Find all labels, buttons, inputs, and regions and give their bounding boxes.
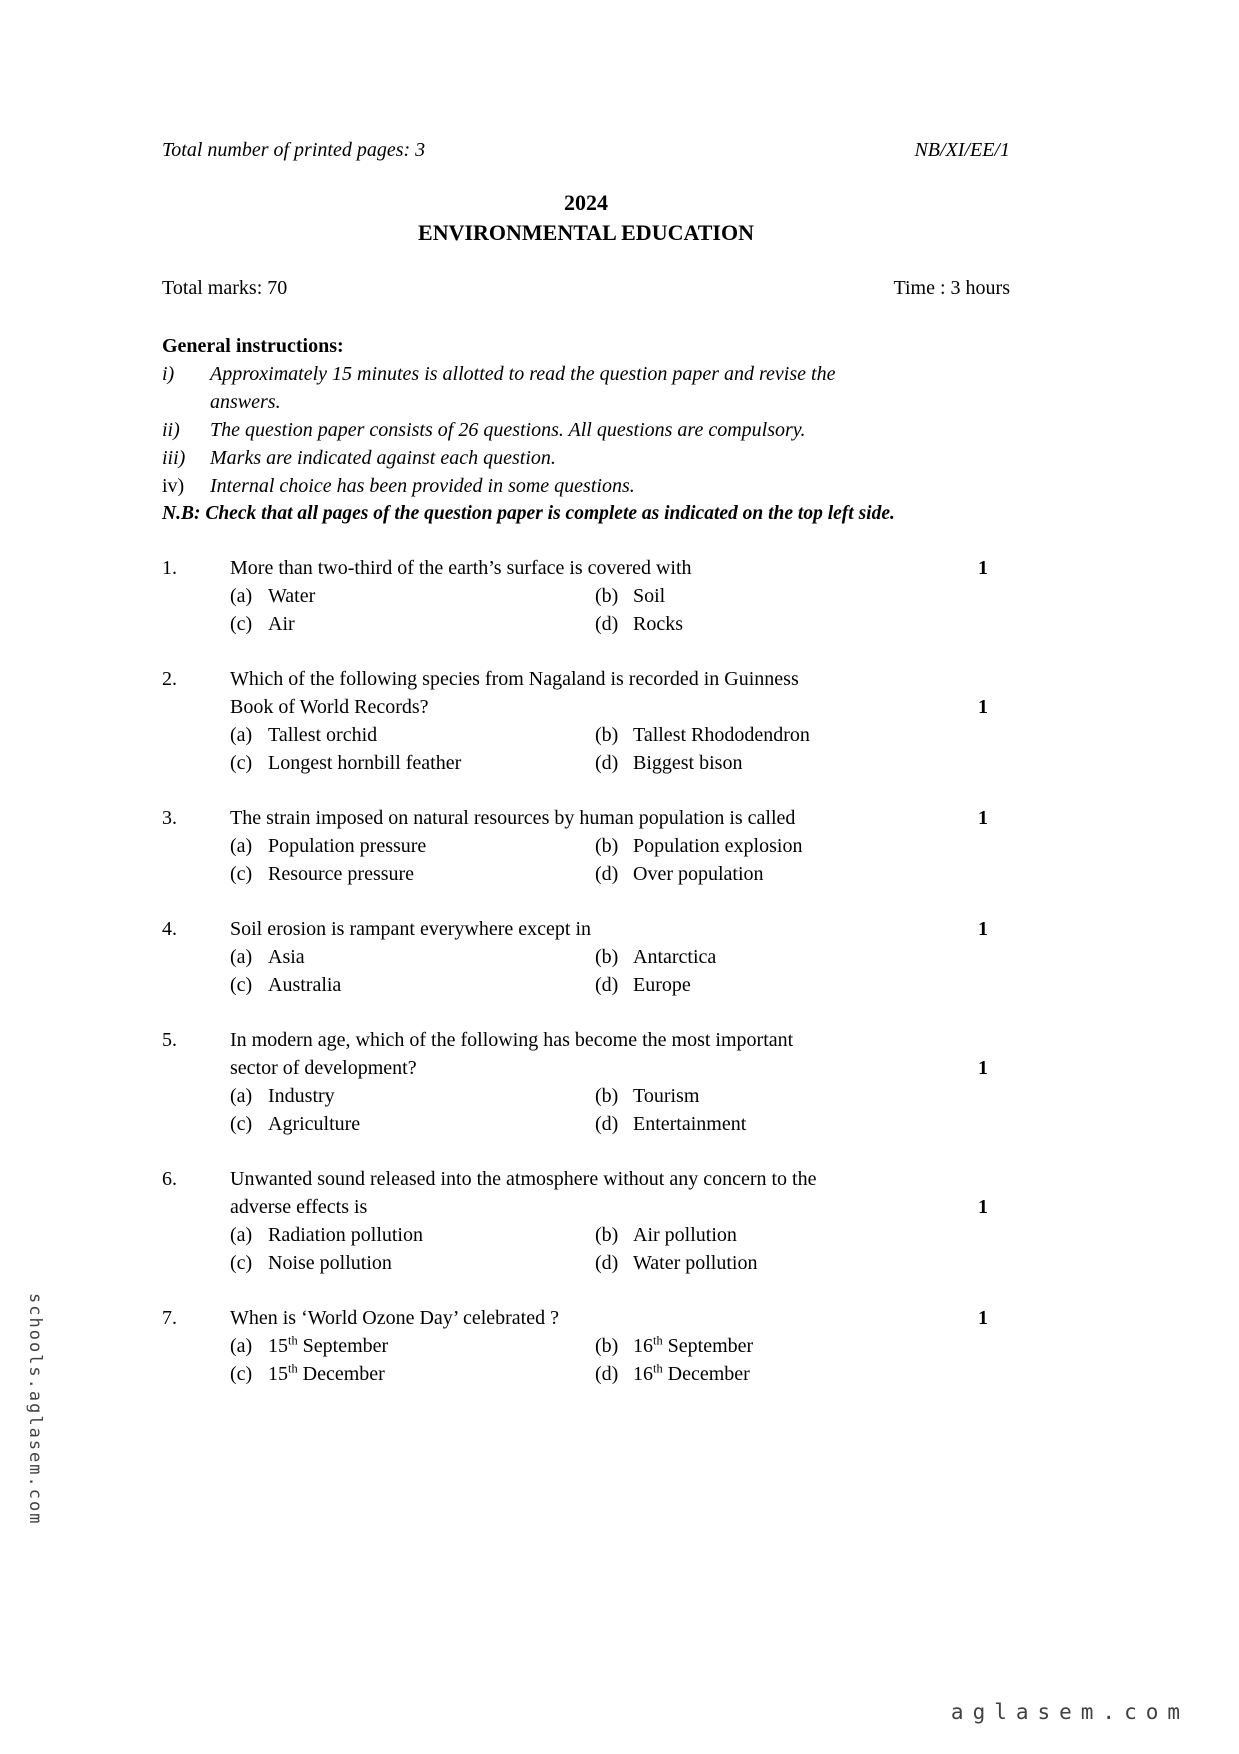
exam-year: 2024	[564, 190, 608, 215]
question-text: adverse effects is	[230, 1196, 368, 1218]
instruction-item-1	[162, 360, 1010, 416]
option-a	[230, 721, 595, 749]
option-c	[230, 860, 595, 888]
question-marks: 1	[978, 696, 988, 718]
option-b	[595, 1221, 950, 1249]
question-marks: 1	[978, 1196, 988, 1218]
option-c	[230, 749, 595, 777]
option-b	[595, 721, 950, 749]
page-header	[162, 136, 1010, 164]
option-text: 15th December	[268, 1361, 385, 1385]
question-text: When is ‘World Ozone Day’ celebrated ?	[230, 1307, 559, 1329]
option-text: 16th December	[633, 1361, 750, 1385]
option-text: Asia	[268, 946, 305, 968]
option-text: Entertainment	[633, 1113, 747, 1135]
instruction-number: iv)	[162, 475, 185, 497]
instructions-heading: General instructions:	[162, 335, 344, 357]
option-b	[595, 1082, 950, 1110]
option-d	[595, 860, 950, 888]
option-label: (b)	[595, 1224, 619, 1246]
instruction-item-4	[162, 472, 1010, 500]
option-d	[595, 971, 950, 999]
instruction-text: Internal choice has been provided in some questions.	[210, 475, 635, 497]
question-text: Which of the following species from Nagaland is recorded in Guinness	[230, 668, 799, 690]
question-marks: 1	[978, 807, 988, 829]
option-c	[230, 610, 595, 638]
question-marks: 1	[978, 1307, 988, 1329]
option-label: (c)	[230, 1113, 253, 1135]
option-a	[230, 1082, 595, 1110]
option-label: (b)	[595, 724, 619, 746]
option-b	[595, 943, 950, 971]
question-4	[162, 915, 1010, 999]
option-c	[230, 971, 595, 999]
total-marks: Total marks: 70	[162, 277, 288, 299]
option-text: Population explosion	[633, 835, 803, 857]
question-number: 2.	[162, 668, 177, 690]
options-grid	[230, 582, 950, 638]
options-grid	[230, 1332, 950, 1388]
option-a	[230, 832, 595, 860]
option-text: Population pressure	[268, 835, 427, 857]
instruction-number: ii)	[162, 419, 180, 441]
marks-time-row	[162, 274, 1010, 302]
option-text: Water pollution	[633, 1252, 758, 1274]
instruction-number: iii)	[162, 447, 186, 469]
page-content	[162, 136, 1010, 1415]
options-grid	[230, 1082, 950, 1138]
options-grid	[230, 1221, 950, 1277]
option-label: (c)	[230, 1363, 253, 1385]
question-5	[162, 1026, 1010, 1138]
option-label: (d)	[595, 613, 619, 635]
general-instructions	[162, 332, 1010, 528]
option-label: (d)	[595, 974, 619, 996]
option-label: (a)	[230, 585, 253, 607]
option-a	[230, 1221, 595, 1249]
option-label: (d)	[595, 863, 619, 885]
option-label: (c)	[230, 863, 253, 885]
options-grid	[230, 832, 950, 888]
option-label: (c)	[230, 1252, 253, 1274]
option-d	[595, 1360, 950, 1388]
exam-title: ENVIRONMENTAL EDUCATION	[418, 220, 754, 245]
option-b	[595, 832, 950, 860]
question-3	[162, 804, 1010, 888]
option-text: Air pollution	[633, 1224, 737, 1246]
option-a	[230, 1332, 595, 1360]
option-text: Air	[268, 613, 295, 635]
printed-pages-note: Total number of printed pages: 3	[162, 139, 426, 161]
option-text: Antarctica	[633, 946, 717, 968]
question-7	[162, 1304, 1010, 1388]
option-c	[230, 1360, 595, 1388]
option-text: Agriculture	[268, 1113, 361, 1135]
option-text: Noise pollution	[268, 1252, 392, 1274]
option-label: (b)	[595, 946, 619, 968]
question-text: In modern age, which of the following has become the most important	[230, 1029, 794, 1051]
question-text: Soil erosion is rampant everywhere except in	[230, 918, 591, 940]
question-text: The strain imposed on natural resources by human population is called	[230, 807, 796, 829]
option-d	[595, 749, 950, 777]
option-label: (a)	[230, 724, 253, 746]
question-marks: 1	[978, 1057, 988, 1079]
option-label: (d)	[595, 752, 619, 774]
question-text: sector of development?	[230, 1057, 417, 1079]
questions-list	[162, 554, 1010, 1388]
option-label: (a)	[230, 946, 253, 968]
option-text: Biggest bison	[633, 752, 743, 774]
question-number: 4.	[162, 918, 177, 940]
option-b	[595, 1332, 950, 1360]
option-label: (d)	[595, 1252, 619, 1274]
option-text: Australia	[268, 974, 342, 996]
question-marks: 1	[978, 918, 988, 940]
question-number: 1.	[162, 557, 177, 579]
option-label: (b)	[595, 585, 619, 607]
time-allowed: Time : 3 hours	[893, 277, 1010, 299]
option-label: (a)	[230, 1085, 253, 1107]
instruction-number: i)	[162, 363, 175, 385]
option-label: (c)	[230, 974, 253, 996]
option-text: Tallest orchid	[268, 724, 378, 746]
option-label: (d)	[595, 1363, 619, 1385]
question-number: 6.	[162, 1168, 177, 1190]
option-text: Europe	[633, 974, 691, 996]
question-text: More than two-third of the earth’s surface is covered with	[230, 557, 692, 579]
instruction-text: The question paper consists of 26 questions. All questions are compulsory.	[210, 419, 806, 441]
instruction-item-3	[162, 444, 1010, 472]
question-number: 7.	[162, 1307, 177, 1329]
option-text: Industry	[268, 1085, 335, 1107]
option-c	[230, 1110, 595, 1138]
option-text: Radiation pollution	[268, 1224, 423, 1246]
option-b	[595, 582, 950, 610]
question-number: 5.	[162, 1029, 177, 1051]
side-watermark: schools.aglasem.com	[25, 1293, 45, 1526]
question-number: 3.	[162, 807, 177, 829]
question-6	[162, 1165, 1010, 1277]
option-label: (b)	[595, 1085, 619, 1107]
option-text: Longest hornbill feather	[268, 752, 462, 774]
option-text: Resource pressure	[268, 863, 415, 885]
options-grid	[230, 943, 950, 999]
option-d	[595, 610, 950, 638]
option-label: (c)	[230, 613, 253, 635]
option-a	[230, 582, 595, 610]
option-d	[595, 1249, 950, 1277]
option-text: 15th September	[268, 1333, 389, 1357]
instruction-text: Marks are indicated against each question.	[210, 447, 556, 469]
paper-code: NB/XI/EE/1	[914, 139, 1010, 161]
option-label: (a)	[230, 1335, 253, 1357]
question-1	[162, 554, 1010, 638]
option-label: (b)	[595, 835, 619, 857]
title-block	[162, 188, 1010, 248]
nb-note: N.B: Check that all pages of the question paper is complete as indicated on the top left side.	[162, 503, 895, 524]
question-text: Book of World Records?	[230, 696, 429, 718]
option-text: Over population	[633, 863, 764, 885]
instruction-text: Approximately 15 minutes is allotted to read the question paper and revise the answers.	[210, 363, 836, 413]
bottom-watermark: aglasem.com	[950, 1700, 1189, 1724]
option-text: Tourism	[633, 1085, 700, 1107]
option-d	[595, 1110, 950, 1138]
option-label: (b)	[595, 1335, 619, 1357]
option-label: (a)	[230, 1224, 253, 1246]
option-text: Water	[268, 585, 316, 607]
option-text: Rocks	[633, 613, 683, 635]
option-text: Soil	[633, 585, 666, 607]
option-a	[230, 943, 595, 971]
question-2	[162, 665, 1010, 777]
options-grid	[230, 721, 950, 777]
question-text: Unwanted sound released into the atmosphere without any concern to the	[230, 1168, 817, 1190]
option-label: (a)	[230, 835, 253, 857]
instruction-item-2	[162, 416, 1010, 444]
option-label: (c)	[230, 752, 253, 774]
option-text: Tallest Rhododendron	[633, 724, 810, 746]
question-marks: 1	[978, 557, 988, 579]
option-c	[230, 1249, 595, 1277]
option-label: (d)	[595, 1113, 619, 1135]
option-text: 16th September	[633, 1333, 754, 1357]
